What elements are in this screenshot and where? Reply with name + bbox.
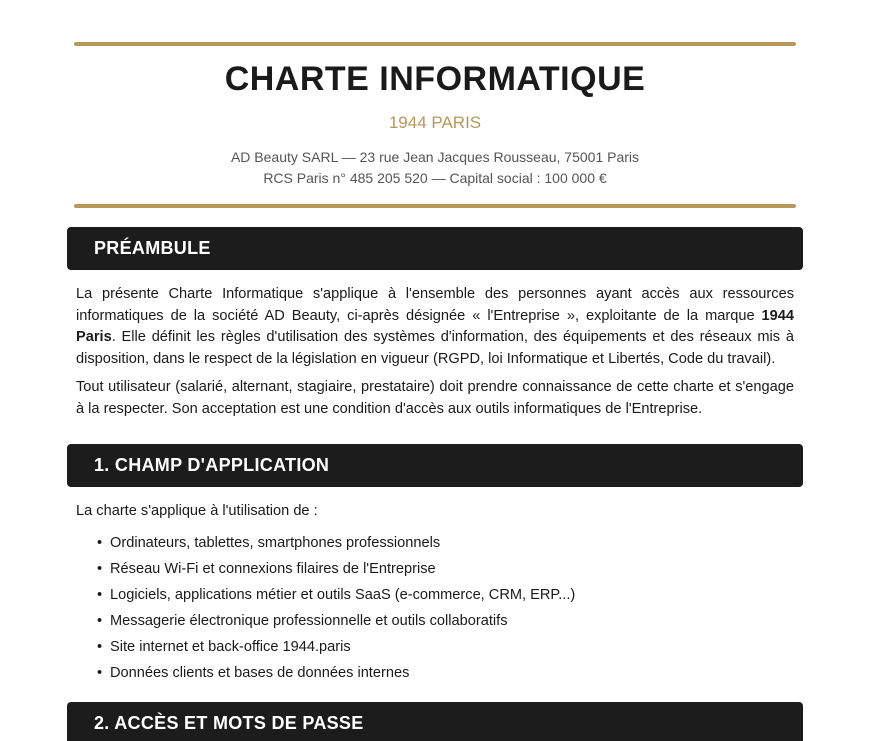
bullet-icon: • [97, 613, 103, 629]
section-header-preambule: PRÉAMBULE [67, 227, 803, 270]
header-top-rule [74, 42, 796, 46]
company-address: AD Beauty SARL — 23 rue Jean Jacques Rousseau, 75001 Paris [230, 149, 640, 165]
list-item [96, 530, 575, 556]
section-header-champ-application: 1. CHAMP D'APPLICATION [67, 444, 803, 487]
list-item-text: Données clients et bases de données internes [110, 665, 410, 681]
preambule-p1-text-b: . Elle définit les règles d'utilisation des systèmes d'information, des équipements et des réseaux mis à disposition, dans le respect de la législation en vigueur (RGPD, loi Informatique et Libertés, Code du travail). [76, 329, 794, 367]
bullet-icon: • [97, 535, 103, 551]
list-item-text: Réseau Wi-Fi et connexions filaires de l'Entreprise [110, 561, 436, 577]
brand-name-bold: 1944 Paris [76, 307, 794, 345]
champ-application-intro: La charte s'applique à l'utilisation de : [76, 503, 318, 519]
champ-application-list [96, 530, 575, 686]
list-item [96, 608, 575, 634]
preambule-p1-text-a: La présente Charte Informatique s'applique à l'ensemble des personnes ayant accès aux ressources informatiques de la société AD Beauty, ci-après désignée « l'Entreprise », exploitante de la marque [76, 286, 794, 324]
bullet-icon: • [97, 587, 103, 603]
preambule-paragraph-1 [76, 284, 794, 370]
list-item [96, 634, 575, 660]
list-item-text: Logiciels, applications métier et outils SaaS (e-commerce, CRM, ERP...) [110, 587, 576, 603]
header-bottom-rule [74, 204, 796, 208]
bullet-icon: • [97, 639, 103, 655]
list-item [96, 556, 575, 582]
company-registration: RCS Paris n° 485 205 520 — Capital social : 100 000 € [263, 170, 607, 186]
bullet-icon: • [97, 665, 103, 681]
list-item-text: Ordinateurs, tablettes, smartphones professionnels [110, 535, 441, 551]
section-header-acces-mots-de-passe: 2. ACCÈS ET MOTS DE PASSE [67, 702, 803, 741]
bullet-icon: • [97, 561, 103, 577]
preambule-paragraph-2: Tout utilisateur (salarié, alternant, stagiaire, prestataire) doit prendre connaissance de cette charte et s'engage à la respecter. Son acceptation est une condition d'accès aux outils informatiques de l'Entreprise. [76, 379, 794, 417]
list-item [96, 660, 575, 686]
list-item-text: Site internet et back-office 1944.paris [110, 639, 351, 655]
list-item [96, 582, 575, 608]
list-item-text: Messagerie électronique professionnelle et outils collaboratifs [110, 613, 508, 629]
document-title: CHARTE INFORMATIQUE [224, 60, 646, 98]
brand-subtitle: 1944 PARIS [388, 113, 482, 132]
